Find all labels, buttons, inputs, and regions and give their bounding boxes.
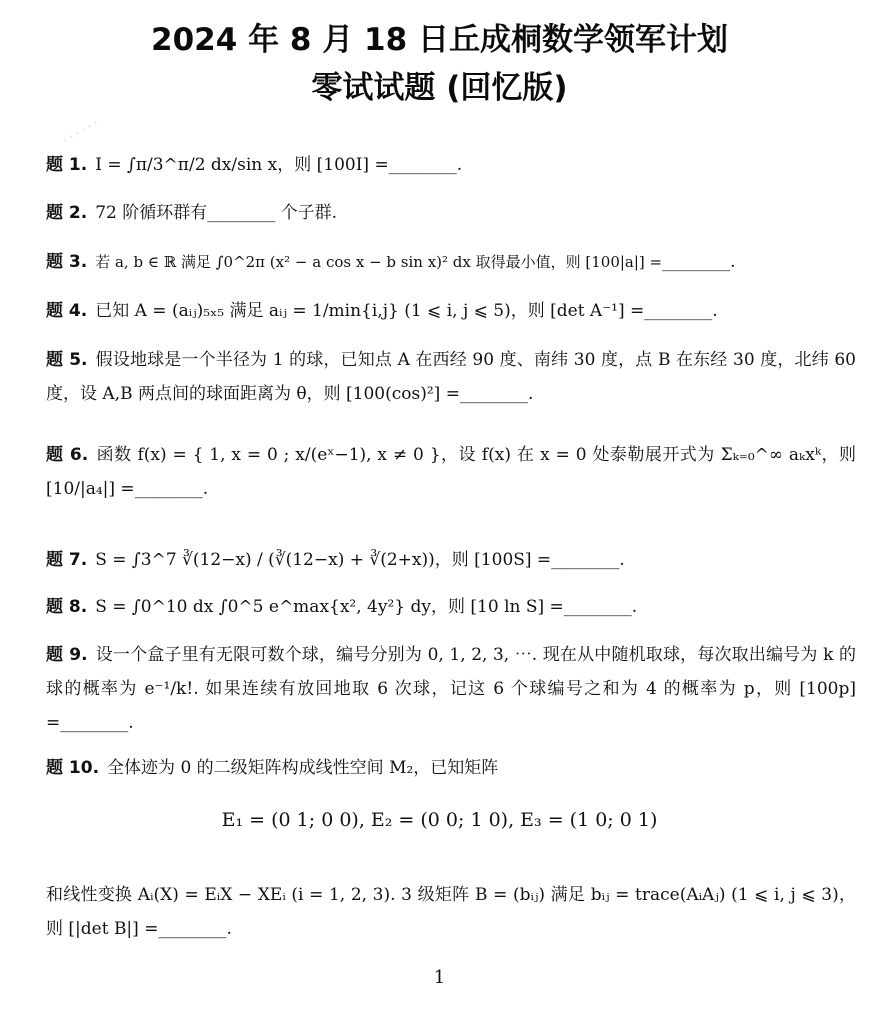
title-line-2: 零试试题 (回忆版) bbox=[311, 70, 568, 106]
question-label: 题 3. bbox=[46, 252, 88, 272]
question-6 bbox=[46, 438, 856, 506]
answer-blank: ________. bbox=[388, 155, 463, 175]
question-10-continuation bbox=[46, 878, 856, 946]
answer-blank: ________. bbox=[60, 713, 134, 733]
question-text: 假设地球是一个半径为 1 的球，已知点 A 在西经 90 度、南纬 30 度，点 B 在东经 30 度，北纬 60 度，设 A,B 两点间的球面距离为 θ，则 [100(cos)²] = bbox=[46, 350, 856, 404]
question-label: 题 1. bbox=[46, 155, 88, 175]
answer-blank: ________. bbox=[158, 919, 232, 939]
question-text: 若 a, b ∈ ℝ 满足 ∫0^2π (x² − a cos x − b sin x)² dx 取得最小值，则 [100|a|] = bbox=[95, 253, 663, 271]
title-line-1: 2024 年 8 月 18 日丘成桐数学领军计划 bbox=[151, 22, 728, 58]
answer-blank: ________. bbox=[459, 384, 534, 404]
question-10 bbox=[46, 751, 856, 785]
question-8 bbox=[46, 590, 856, 624]
question-3 bbox=[46, 245, 856, 279]
answer-blank: ________. bbox=[644, 301, 718, 321]
matrix-definitions: E₁ = (0 1; 0 0), E₂ = (0 0; 1 0), E₃ = (1 0; 0 1) bbox=[221, 809, 658, 831]
question-2 bbox=[46, 196, 856, 230]
watermark: ······ bbox=[56, 111, 106, 154]
question-text: 72 阶循环群有 bbox=[95, 203, 208, 223]
question-7 bbox=[46, 543, 856, 577]
answer-blank: ________ bbox=[207, 203, 276, 223]
question-text: I = ∫π/3^π/2 dx/sin x，则 [100I] = bbox=[95, 155, 389, 175]
answer-blank: ________. bbox=[563, 597, 638, 617]
answer-blank: ________. bbox=[551, 550, 625, 570]
page-number: 1 bbox=[433, 967, 446, 988]
answer-blank: ________. bbox=[662, 252, 736, 272]
question-label: 题 8. bbox=[46, 597, 88, 617]
question-4 bbox=[46, 294, 856, 328]
question-text: 和线性变换 Aᵢ(X) = EᵢX − XEᵢ (i = 1, 2, 3). 3 级矩阵 B = (bᵢⱼ) 满足 bᵢⱼ = trace(AᵢAⱼ) (1 ⩽ i, j ⩽ 3)，则 [|det B|] = bbox=[46, 885, 856, 939]
question-5 bbox=[46, 343, 856, 411]
question-text: 已知 A = (aᵢⱼ)₅ₓ₅ 满足 aᵢⱼ = 1/min{i,j} (1 ⩽ i, j ⩽ 5)，则 [det A⁻¹] = bbox=[95, 301, 645, 321]
question-9 bbox=[46, 638, 856, 740]
question-label: 题 7. bbox=[46, 550, 88, 570]
answer-blank: ________. bbox=[134, 479, 209, 499]
question-label: 题 9. bbox=[46, 645, 88, 665]
question-label: 题 5. bbox=[46, 350, 88, 370]
question-1 bbox=[46, 148, 856, 182]
question-text: 设一个盒子里有无限可数个球，编号分别为 0, 1, 2, 3, ⋯. 现在从中随机取球，每次取出编号为 k 的球的概率为 e⁻¹/k!. 如果连续有放回地取 6 次球，记这 6 个球编号之和为 4 的概率为 p，则 [100p] = bbox=[46, 645, 856, 733]
question-tail: 个子群. bbox=[275, 203, 338, 223]
question-text: 全体迹为 0 的二级矩阵构成线性空间 M₂，已知矩阵 bbox=[107, 758, 499, 778]
question-label: 题 2. bbox=[46, 203, 88, 223]
question-text: S = ∫0^10 dx ∫0^5 e^max{x², 4y²} dy，则 [10 ln S] = bbox=[95, 597, 564, 617]
question-label: 题 4. bbox=[46, 301, 88, 321]
question-label: 题 6. bbox=[46, 445, 89, 465]
question-text: S = ∫3^7 ∛(12−x) / (∛(12−x) + ∛(2+x))，则 [100S] = bbox=[95, 550, 552, 570]
question-text: 函数 f(x) = { 1, x = 0 ; x/(eˣ−1), x ≠ 0 }，设 f(x) 在 x = 0 处泰勒展开式为 Σₖ₌₀^∞ aₖxᵏ，则 [10/|a₄|] = bbox=[46, 445, 856, 499]
question-label: 题 10. bbox=[46, 758, 100, 778]
